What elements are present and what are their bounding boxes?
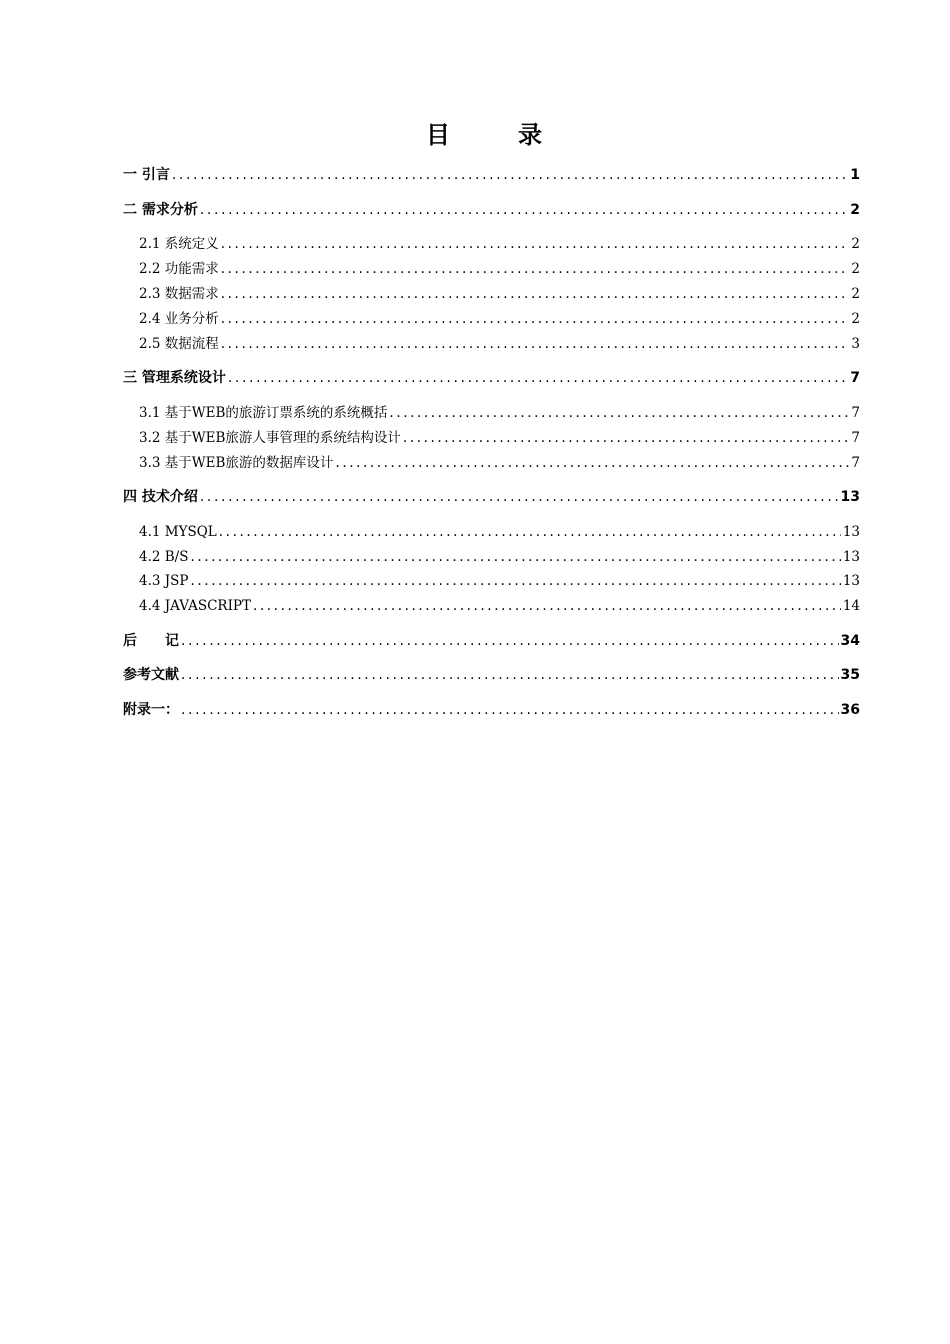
toc-entry-label: 一 引言 xyxy=(123,167,170,183)
toc-entry-page: 2 xyxy=(851,286,860,302)
toc-entry-page: 13 xyxy=(842,549,860,565)
toc-leader-dots xyxy=(200,486,839,508)
toc-entry[interactable] xyxy=(123,427,860,449)
toc-entry[interactable] xyxy=(123,283,860,305)
toc-entry-page: 13 xyxy=(842,524,860,540)
toc-entry[interactable] xyxy=(123,452,860,474)
toc-entry[interactable] xyxy=(123,199,860,221)
toc-entry-page: 14 xyxy=(842,598,860,614)
toc-entry[interactable] xyxy=(123,595,860,617)
toc-entry[interactable] xyxy=(123,258,860,280)
toc-entry-page: 34 xyxy=(840,633,860,649)
toc-entry-label: 3.1 基于WEB的旅游订票系统的系统概括 xyxy=(139,405,388,421)
toc-leader-dots xyxy=(221,308,850,330)
toc-entry[interactable] xyxy=(123,664,860,686)
toc-leader-dots xyxy=(190,546,840,568)
toc-entry-page: 7 xyxy=(850,370,860,386)
toc-leader-dots xyxy=(181,630,839,652)
toc-leader-dots xyxy=(228,367,848,389)
toc-entry-label: 附录一： xyxy=(123,702,179,718)
toc-leader-dots xyxy=(181,664,839,686)
toc-entry-label: 2.2 功能需求 xyxy=(139,261,219,277)
toc-entry[interactable] xyxy=(123,486,860,508)
toc-entry[interactable] xyxy=(123,521,860,543)
toc-entry-label: 4.4 JAVASCRIPT xyxy=(139,598,251,614)
toc-entry-label: 二 需求分析 xyxy=(123,202,198,218)
toc-entry-label: 2.5 数据流程 xyxy=(139,336,219,352)
toc-entry-label: 参考文献 xyxy=(123,667,179,683)
toc-leader-dots xyxy=(221,233,850,255)
toc-leader-dots xyxy=(221,333,850,355)
toc-entry-label: 4.3 JSP xyxy=(139,573,189,589)
toc-leader-dots xyxy=(181,699,839,721)
toc-entry-page: 13 xyxy=(840,489,860,505)
toc-leader-dots xyxy=(253,595,841,617)
toc-title: 目 录 xyxy=(426,121,564,149)
toc-leader-dots xyxy=(221,258,850,280)
toc-entry-label: 3.2 基于WEB旅游人事管理的系统结构设计 xyxy=(139,430,401,446)
toc-entry-page: 3 xyxy=(851,336,860,352)
toc-entry[interactable] xyxy=(123,367,860,389)
toc-entry-page: 2 xyxy=(850,202,860,218)
toc-entry-page: 1 xyxy=(850,167,860,183)
toc-entry[interactable] xyxy=(123,699,860,721)
toc-entry-label: 后 记 xyxy=(123,633,179,649)
toc-leader-dots xyxy=(200,199,848,221)
toc-entry-page: 7 xyxy=(851,430,860,446)
toc-entry-page: 7 xyxy=(851,455,860,471)
toc-entry[interactable] xyxy=(123,570,860,592)
toc-leader-dots xyxy=(389,402,849,424)
toc-entry[interactable] xyxy=(123,630,860,652)
toc-entry-label: 2.4 业务分析 xyxy=(139,311,219,327)
toc-entry-page: 13 xyxy=(842,573,860,589)
toc-entry-label: 2.1 系统定义 xyxy=(139,236,219,252)
toc-leader-dots xyxy=(335,452,849,474)
toc-leader-dots xyxy=(172,164,848,186)
toc-leader-dots xyxy=(191,570,841,592)
toc-entry-page: 35 xyxy=(840,667,860,683)
toc-entry-label: 4.2 B/S xyxy=(139,549,189,565)
toc-entry-label: 4.1 MYSQL xyxy=(139,524,217,540)
toc-entry[interactable] xyxy=(123,546,860,568)
toc-entry[interactable] xyxy=(123,402,860,424)
toc-entry-page: 2 xyxy=(851,311,860,327)
toc-entry-page: 2 xyxy=(851,236,860,252)
toc-entry-page: 36 xyxy=(840,702,860,718)
toc-entry-label: 四 技术介绍 xyxy=(123,489,198,505)
toc-leader-dots xyxy=(219,521,841,543)
toc-entry-label: 2.3 数据需求 xyxy=(139,286,219,302)
toc-entry[interactable] xyxy=(123,333,860,355)
toc-entry[interactable] xyxy=(123,308,860,330)
toc-entry-page: 7 xyxy=(851,405,860,421)
toc-entry-page: 2 xyxy=(851,261,860,277)
toc-entry-label: 3.3 基于WEB旅游的数据库设计 xyxy=(139,455,334,471)
toc-entry[interactable] xyxy=(123,233,860,255)
toc-entry-label: 三 管理系统设计 xyxy=(123,370,226,386)
toc-leader-dots xyxy=(221,283,850,305)
toc-entry[interactable] xyxy=(123,164,860,186)
toc-leader-dots xyxy=(403,427,849,449)
